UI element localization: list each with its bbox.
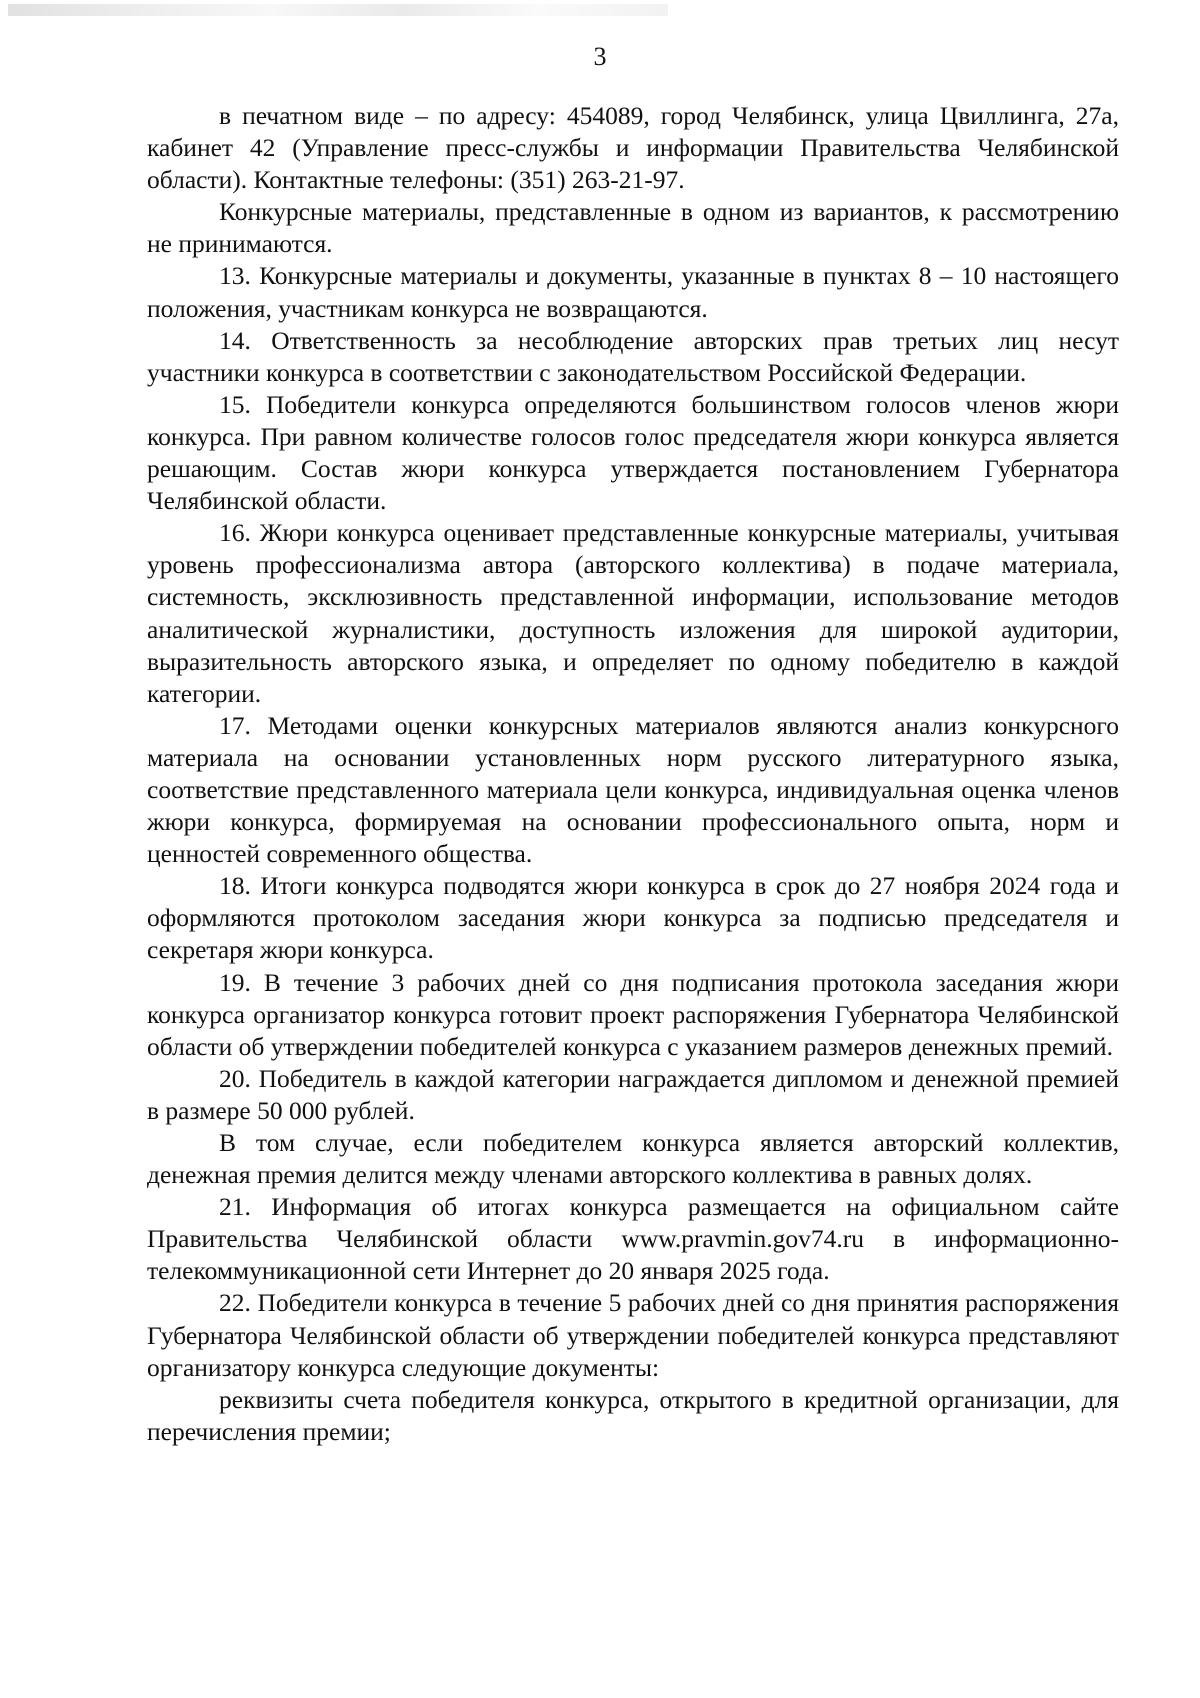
paragraph-address: в печатном виде – по адресу: 454089, город Челябинск, улица Цвиллинга, 27а, кабинет 42 (Управление пресс-службы и информации Правительства Челябинской области). Контактные телефоны: (351) 263-21-97. [147, 101, 1119, 195]
paragraph-21: 21. Информация об итогах конкурса размещается на официальном сайте Правительства Челябинской области www.pravmin.gov74.ru в информационно-телекоммуникационной сети Интернет до 20 января 2025 года. [147, 1192, 1119, 1286]
page-number: 3 [593, 42, 607, 71]
paragraph-18: 18. Итоги конкурса подводятся жюри конкурса в срок до 27 ноября 2024 года и оформляются протоколом заседания жюри конкурса за подписью председателя и секретаря жюри конкурса. [147, 871, 1119, 965]
paragraph-14: 14. Ответственность за несоблюдение авторских прав третьих лиц несут участники конкурса в соответствии с законодательством Российской Федерации. [147, 325, 1119, 387]
paragraph-13: 13. Конкурсные материалы и документы, указанные в пунктах 8 – 10 настоящего положения, участникам конкурса не возвращаются. [147, 261, 1119, 323]
paragraph-materials-variants: Конкурсные материалы, представленные в одном из вариантов, к рассмотрению не принимаются. [147, 197, 1119, 259]
paragraph-20: 20. Победитель в каждой категории награждается дипломом и денежной премией в размере 50 000 рублей. [147, 1063, 1119, 1125]
paragraph-19: 19. В течение 3 рабочих дней со дня подписания протокола заседания жюри конкурса организатор конкурса готовит проект распоряжения Губернатора Челябинской области об утверждении победителей конкурса с указанием размеров денежных премий. [147, 967, 1119, 1061]
paragraph-15: 15. Победители конкурса определяются большинством голосов членов жюри конкурса. При равном количестве голосов голос председателя жюри конкурса является решающим. Состав жюри конкурса утверждается постановлением Губернатора Челябинской области. [147, 389, 1119, 516]
paragraph-22: 22. Победители конкурса в течение 5 рабочих дней со дня принятия распоряжения Губернатора Челябинской области об утверждении победителей конкурса представляют организатору конкурса следующие документы: [147, 1288, 1119, 1382]
paragraph-17: 17. Методами оценки конкурсных материалов являются анализ конкурсного материала на основании установленных норм русского литературного языка, соответствие представленного материала цели конкурса, индивидуальная оценка членов жюри конкурса, формируемая на основании профессионального опыта, норм и ценностей современного общества. [147, 710, 1119, 869]
paragraph-16: 16. Жюри конкурса оценивает представленные конкурсные материалы, учитывая уровень профессионализма автора (авторского коллектива) в подаче материала, системность, эксклюзивность представленной информации, использование методов аналитической журналистики, доступность изложения для широкой аудитории, выразительность авторского языка, и определяет по одному победителю в каждой категории. [147, 518, 1119, 708]
paragraph-collective-prize: В том случае, если победителем конкурса является авторский коллектив, денежная премия делится между членами авторского коллектива в равных долях. [147, 1128, 1119, 1190]
scan-noise-strip [8, 4, 668, 16]
paragraph-bank-details: реквизиты счета победителя конкурса, открытого в кредитной организации, для перечисления премии; [147, 1384, 1119, 1446]
document-body [147, 100, 1119, 1448]
